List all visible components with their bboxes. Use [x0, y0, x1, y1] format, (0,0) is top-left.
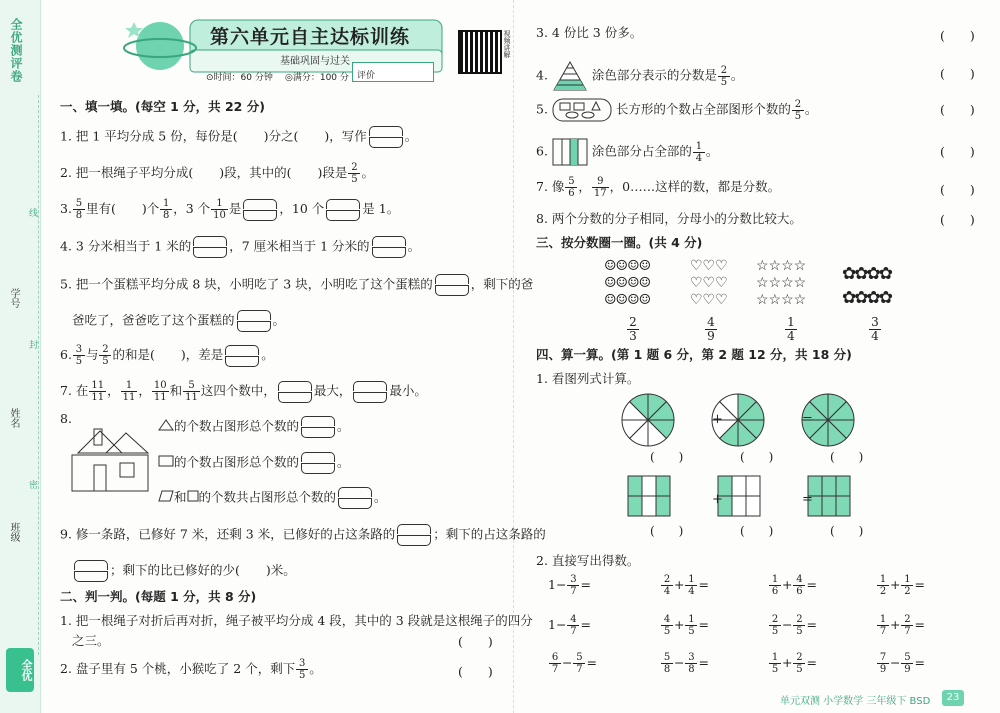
judge-2-answer[interactable]: ( ): [458, 664, 493, 679]
seal-mark-dense: 密: [27, 480, 37, 489]
q9-cont: ；剩下的比已修好的少( )米。: [72, 560, 296, 582]
brand-label: 全优测评卷: [9, 18, 23, 83]
grade-label: 评价: [357, 71, 376, 81]
fraction: $\frac{1}{8}$: [160, 198, 172, 221]
op-equal-2: =: [802, 492, 813, 507]
answer-blank[interactable]: [243, 199, 277, 221]
q1-text-c: )，写作: [324, 128, 367, 144]
judge-1-answer[interactable]: ( ): [458, 634, 493, 649]
cut-line: [38, 95, 39, 655]
q1: 1. 把 1 平均分成 5 份，每份是( )分之( )，写作 。: [60, 126, 417, 148]
group-fraction-2: $\frac{4}{9}$: [705, 316, 717, 343]
grid-cell: [746, 496, 760, 516]
q8-line2: 的个数占图形总个数的 。: [158, 452, 350, 474]
grid-cell: [732, 476, 746, 496]
answer-blank[interactable]: [397, 524, 431, 546]
fraction: $\frac{4}{6}$: [793, 574, 805, 597]
fraction: $\frac{4}{5}$: [661, 614, 673, 637]
fraction: $\frac{5}{9}$: [901, 652, 913, 675]
answer-blank[interactable]: [301, 452, 335, 474]
grade-box: [352, 62, 434, 82]
q2-text-a: 2. 把一根绳子平均分成(: [60, 165, 194, 180]
fraction: $\frac{2}{5}$: [793, 614, 805, 637]
q6: 6. $\frac{3}{5}$ 与 $\frac{2}{5}$ 的和是( )，差是 。: [60, 344, 274, 367]
seal-mark-line: 线: [27, 208, 37, 217]
q4-1-title: 1. 看图列式计算。: [536, 371, 640, 386]
seal-mark-seal: 封: [27, 340, 37, 349]
blank-6[interactable]: ( ): [830, 524, 864, 538]
answer-blank[interactable]: [326, 199, 360, 221]
calc-item[interactable]: $\frac{1}{7}$ + $\frac{2}{7}$ =: [876, 614, 925, 637]
class-field: 班级: [8, 522, 19, 542]
fraction: $\frac{5}{8}$: [73, 198, 85, 221]
judge-8: 8. 两个分数的分子相同，分母小的分数比较大。: [536, 211, 802, 226]
calc-item[interactable]: $\frac{1}{2}$ + $\frac{1}{2}$ =: [876, 574, 925, 597]
fraction: $\frac{6}{7}$: [549, 652, 561, 675]
judge-7-answer[interactable]: ( ): [940, 182, 975, 197]
op-plus-2: +: [712, 492, 723, 507]
grid-cell: [746, 476, 760, 496]
striped-triangle: [552, 60, 588, 92]
fraction: $\frac{1}{5}$: [769, 652, 781, 675]
answer-blank[interactable]: [353, 381, 387, 403]
q2-text-c: )段是: [317, 165, 348, 180]
fraction: $\frac{2}{5}$: [99, 344, 111, 367]
heart-group[interactable]: ♡♡♡ ♡♡♡ ♡♡♡: [690, 258, 728, 308]
group-fraction-3: $\frac{1}{4}$: [785, 316, 797, 343]
judge-8-answer[interactable]: ( ): [940, 212, 975, 227]
bar-strips: [552, 138, 588, 166]
grid-cell: [836, 496, 850, 516]
page-number: 23: [942, 690, 964, 706]
answer-blank[interactable]: [435, 274, 469, 296]
blank-4[interactable]: ( ): [650, 524, 684, 538]
header-banner: [120, 14, 450, 86]
judge-1-cont: 之三。: [72, 633, 110, 648]
left-margin-strip: [0, 0, 41, 713]
fraction: $\frac{1}{10}$: [213, 198, 226, 221]
calc-item[interactable]: $\frac{5}{8}$ − $\frac{3}{8}$ =: [660, 652, 709, 675]
page-title: 第六单元自主达标训练: [210, 26, 411, 48]
fraction: $\frac{2}{5}$: [793, 652, 805, 675]
q8-line1: 的个数占图形总个数的 。: [158, 416, 350, 438]
fraction: $\frac{2}{7}$: [901, 614, 913, 637]
judge-7: 7. 像 $\frac{5}{6}$ ， $\frac{9}{17}$ ，0……这样的数，都是分数。: [536, 176, 781, 199]
judge-2: 2. 盘子里有 5 个桃，小猴吃了 2 个，剩下 $\frac{3}{5}$ 。: [60, 658, 322, 681]
calc-item[interactable]: $\frac{1}{6}$ + $\frac{4}{6}$ =: [768, 574, 817, 597]
section4-title: 四、算一算。(第 1 题 6 分，第 2 题 12 分，共 18 分): [536, 347, 852, 362]
blank-2[interactable]: ( ): [740, 450, 774, 464]
q8-number: 8.: [60, 411, 72, 426]
judge-1: 1. 把一根绳子对折后再对折，绳子被平均分成 4 段，其中的 3 段就是这根绳子的四分: [60, 613, 533, 628]
calc-item[interactable]: $\frac{7}{9}$ − $\frac{5}{9}$ =: [876, 652, 925, 675]
name-field: 姓名: [8, 408, 19, 428]
page-divider: [513, 0, 515, 713]
q5-cont: 爸吃了，爸爸吃了这个蛋糕的 。: [72, 310, 285, 332]
answer-blank[interactable]: [237, 310, 271, 332]
calc-item[interactable]: $\frac{4}{5}$ + $\frac{1}{5}$ =: [660, 614, 709, 637]
q9: 9. 修一条路，已修好 7 米，还剩 3 米，已修好的占这条路的 ；剩下的占这条路的: [60, 524, 546, 546]
square-icon: [187, 490, 199, 502]
judge-5-answer[interactable]: ( ): [940, 102, 975, 117]
grid-cell: [656, 476, 670, 496]
house-figure: [70, 425, 150, 495]
answer-blank[interactable]: [301, 416, 335, 438]
full-score: ◎满分：100 分: [285, 73, 349, 83]
fraction: $\frac{2}{5}$: [348, 162, 360, 185]
grid-cell: [642, 496, 656, 516]
fraction: $\frac{3}{7}$: [567, 574, 579, 597]
judge-3-answer[interactable]: ( ): [940, 28, 975, 43]
grid-cell: [822, 476, 836, 496]
q2: 2. 把一根绳子平均分成( )段，其中的( )段是 $\frac{2}{5}$ 。: [60, 162, 374, 185]
fraction: $\frac{4}{7}$: [567, 614, 579, 637]
blank-1[interactable]: ( ): [650, 450, 684, 464]
group-fraction-4: $\frac{3}{4}$: [869, 316, 881, 343]
grid-cell: [628, 496, 642, 516]
q1-text-b: )分之(: [263, 128, 299, 144]
time-limit: ⊙时间：60 分钟: [206, 73, 273, 83]
answer-blank[interactable]: [369, 126, 403, 148]
fraction: $\frac{1}{5}$: [685, 614, 697, 637]
star-group[interactable]: ☆☆☆☆ ☆☆☆☆ ☆☆☆☆: [756, 258, 807, 308]
qr-caption: 视频讲解: [503, 30, 511, 58]
q5: 5. 把一个蛋糕平均分成 8 块，小明吃了 3 块，小明吃了这个蛋糕的 ，剩下的爸: [60, 274, 533, 296]
q2-text-b: )段，其中的(: [219, 165, 292, 180]
fraction: $\frac{1}{2}$: [877, 574, 889, 597]
grid-cell: [628, 476, 642, 496]
fraction: $\frac{2}{5}$: [769, 614, 781, 637]
q7: 7. 在 $\frac{11}{11}$ ， $\frac{1}{11}$ ， $\frac{10}{11}$ 和 $\frac{5}{11}$ 这四个数中， 最大， 最小。: [60, 380, 427, 403]
smiley-group[interactable]: ☺☺☺☺ ☺☺☺☺ ☺☺☺☺: [604, 258, 651, 308]
answer-blank[interactable]: [372, 236, 406, 258]
triangle-icon: [158, 419, 174, 431]
brand-logo: 全优: [6, 648, 34, 692]
fraction: $\frac{3}{8}$: [685, 652, 697, 675]
answer-blank[interactable]: [338, 487, 372, 509]
fraction: $\frac{5}{7}$: [573, 652, 585, 675]
footer-text: 单元双测 小学数学 三年级下 BSD: [780, 696, 931, 707]
grid-cell: [836, 476, 850, 496]
answer-blank[interactable]: [278, 381, 312, 403]
calc-item[interactable]: $\frac{2}{5}$ − $\frac{2}{5}$ =: [768, 614, 817, 637]
fraction: $\frac{2}{4}$: [661, 574, 673, 597]
fraction: $\frac{1}{4}$: [685, 574, 697, 597]
grid-cell: [822, 496, 836, 516]
answer-blank[interactable]: [193, 236, 227, 258]
answer-blank[interactable]: [74, 560, 108, 582]
op-plus-1: +: [712, 412, 723, 427]
calc-item[interactable]: 1− $\frac{4}{7}$ =: [548, 614, 591, 637]
grid-cell: [732, 496, 746, 516]
judge-5: 5. 长方形的个数占全部图形个数的 $\frac{2}{5}$ 。: [536, 98, 818, 122]
fraction: $\frac{7}{9}$: [877, 652, 889, 675]
fraction: $\frac{5}{8}$: [661, 652, 673, 675]
blank-3[interactable]: ( ): [830, 450, 864, 464]
grid-cell: [656, 496, 670, 516]
q8-line3: 和 的个数共占图形总个数的 。: [158, 487, 387, 509]
section3-title: 三、按分数圈一圈。(共 4 分): [536, 235, 703, 250]
qr-code: [458, 30, 502, 74]
judge-3: 3. 4 份比 3 份多。: [536, 25, 643, 40]
student-id-field: 学号: [8, 288, 19, 308]
fraction: $\frac{3}{5}$: [73, 344, 85, 367]
fraction: $\frac{1}{6}$: [769, 574, 781, 597]
calc-item[interactable]: 1− $\frac{3}{7}$ =: [548, 574, 591, 597]
blank-5[interactable]: ( ): [740, 524, 774, 538]
q1-text-a: 1. 把 1 平均分成 5 份，每份是(: [60, 128, 238, 144]
answer-blank[interactable]: [225, 345, 259, 367]
shapes-group: [552, 98, 612, 122]
judge-6: 6. 涂色部分占全部的 $\frac{1}{4}$ 。: [536, 138, 718, 166]
parallelogram-icon: [158, 490, 174, 502]
calc-item[interactable]: $\frac{2}{4}$ + $\frac{1}{4}$ =: [660, 574, 709, 597]
calc-item[interactable]: $\frac{6}{7}$ − $\frac{5}{7}$ =: [548, 652, 597, 675]
flower-group[interactable]: ✿✿✿✿ ✿✿✿✿: [842, 264, 891, 308]
fraction: $\frac{1}{2}$: [901, 574, 913, 597]
op-equal-1: =: [802, 412, 813, 427]
fraction: $\frac{1}{7}$: [877, 614, 889, 637]
judge-4-answer[interactable]: ( ): [940, 66, 975, 81]
q4: 4. 3 分米相当于 1 米的 ，7 厘米相当于 1 分米的 。: [60, 236, 420, 258]
page-subtitle: 基础巩固与过关: [280, 56, 350, 67]
rectangle-icon: [158, 455, 174, 467]
judge-6-answer[interactable]: ( ): [940, 144, 975, 159]
q3: 3. $\frac{5}{8}$ 里有( )个 $\frac{1}{8}$ ，3 个 $\frac{1}{10}$ 是 ，10 个 是 1。: [60, 198, 400, 221]
calc-item[interactable]: $\frac{1}{5}$ + $\frac{2}{5}$ =: [768, 652, 817, 675]
group-fraction-1: $\frac{2}{3}$: [627, 316, 639, 343]
q4-2-title: 2. 直接写出得数。: [536, 553, 640, 568]
section1-title: 一、填一填。(每空 1 分，共 22 分): [60, 99, 265, 114]
judge-4: 4. 涂色部分表示的分数是 $\frac{2}{5}$ 。: [536, 60, 743, 92]
section2-title: 二、判一判。(每题 1 分，共 8 分): [60, 589, 257, 604]
grid-cell: [642, 476, 656, 496]
